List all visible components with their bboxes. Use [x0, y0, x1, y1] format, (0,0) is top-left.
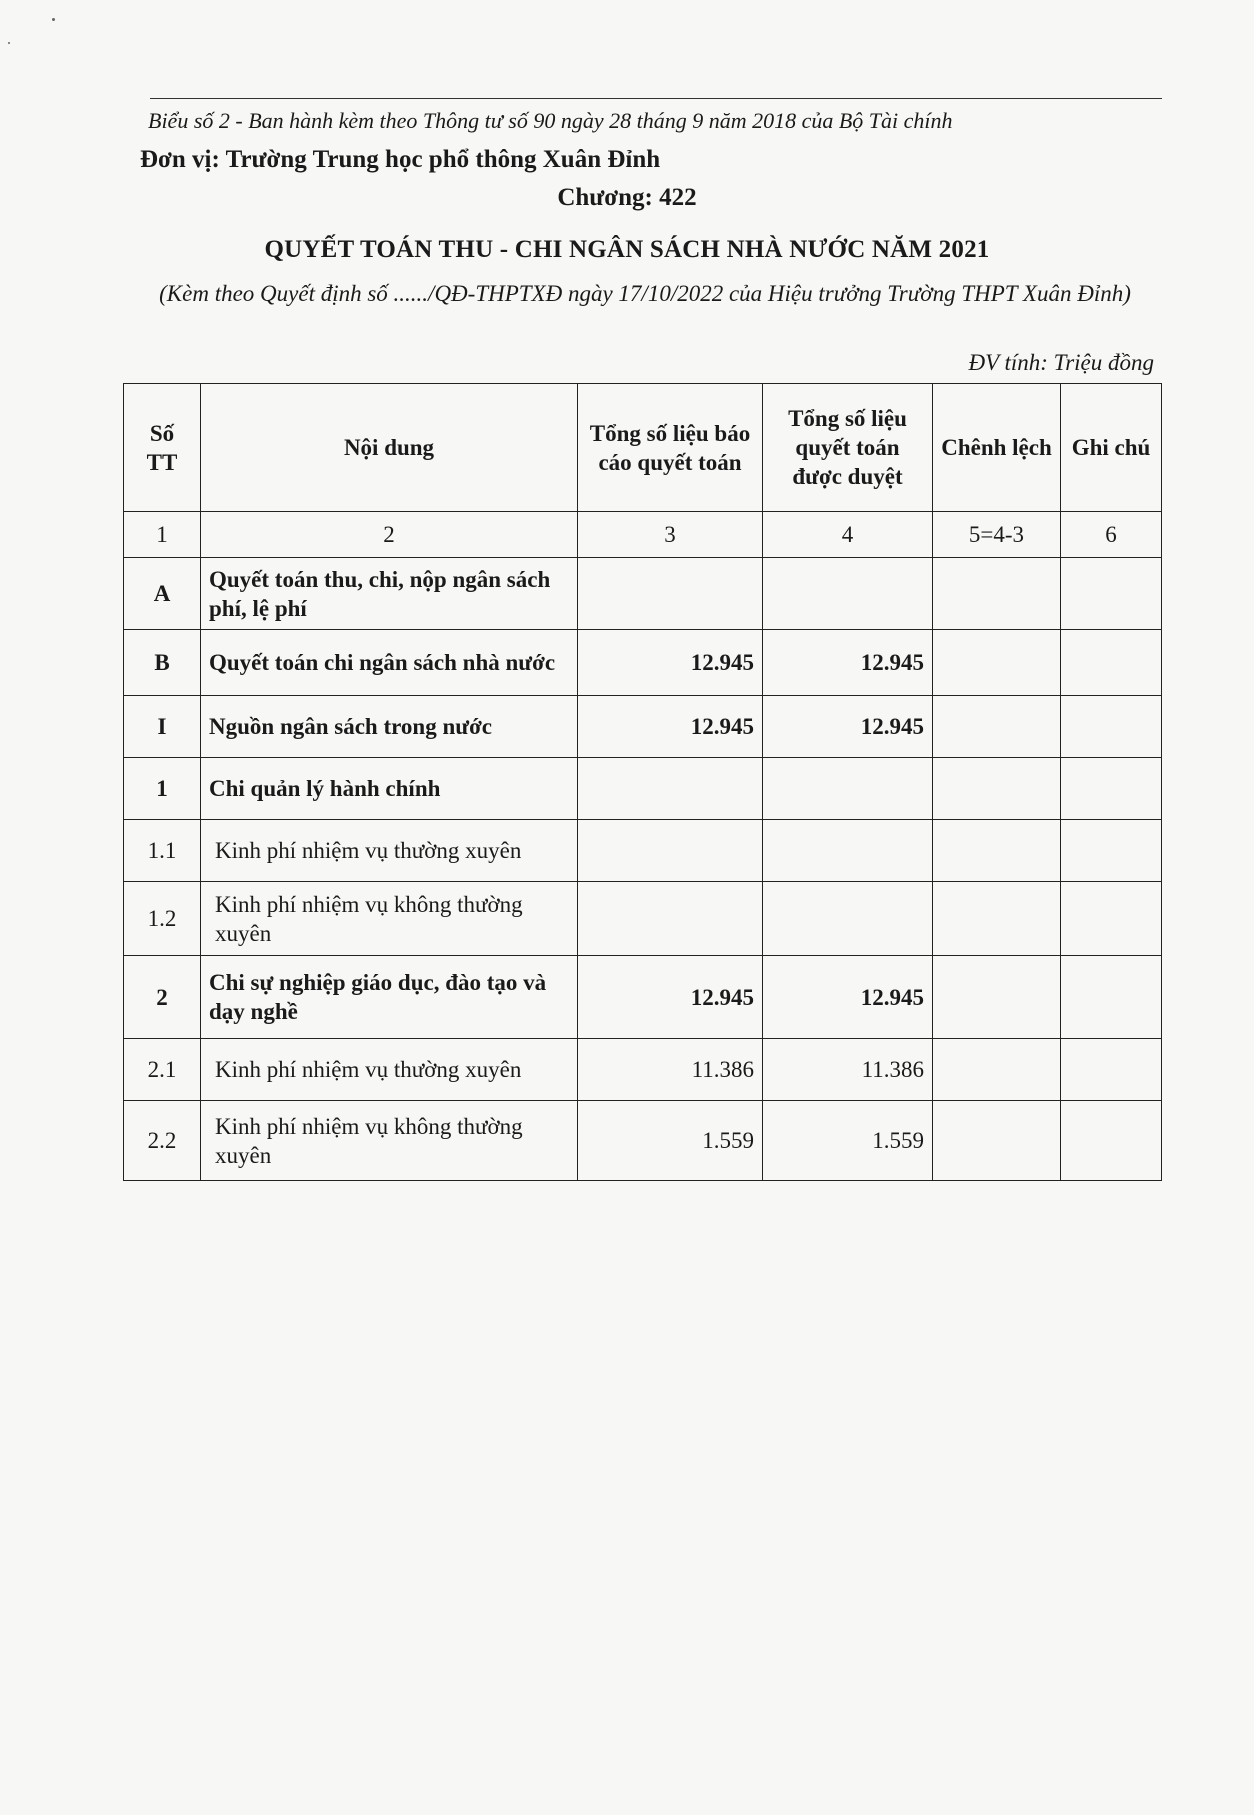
- row-diff: [933, 956, 1061, 1039]
- table-row: [124, 630, 1162, 696]
- document-title: QUYẾT TOÁN THU - CHI NGÂN SÁCH NHÀ NƯỚC NĂM 2021: [264, 236, 990, 263]
- column-number-row: [124, 512, 1162, 558]
- row-approved: 12.945: [763, 956, 933, 1039]
- row-content: Kinh phí nhiệm vụ thường xuyên: [201, 820, 578, 882]
- row-note: [1061, 696, 1162, 758]
- row-stt: 1: [124, 758, 201, 820]
- settlement-table: [123, 383, 1162, 1181]
- col-number: 1: [124, 512, 201, 558]
- row-note: [1061, 630, 1162, 696]
- col-header-content: Nội dung: [201, 384, 578, 512]
- row-content: Chi quản lý hành chính: [201, 758, 578, 820]
- table-row: [124, 696, 1162, 758]
- row-approved: 12.945: [763, 630, 933, 696]
- row-reported: 11.386: [578, 1039, 763, 1101]
- row-diff: [933, 882, 1061, 956]
- chapter-line: Chương: 422: [557, 184, 697, 211]
- table-row: [124, 882, 1162, 956]
- row-content: Nguồn ngân sách trong nước: [201, 696, 578, 758]
- row-reported: [578, 558, 763, 630]
- col-header-reported: Tổng số liệu báo cáo quyết toán: [578, 384, 763, 512]
- row-diff: [933, 558, 1061, 630]
- col-number: 3: [578, 512, 763, 558]
- row-stt: 1.2: [124, 882, 201, 956]
- table-row: [124, 820, 1162, 882]
- row-note: [1061, 1101, 1162, 1181]
- table-row: [124, 956, 1162, 1039]
- table-header-row: [124, 384, 1162, 512]
- table-row: [124, 758, 1162, 820]
- row-reported: 1.559: [578, 1101, 763, 1181]
- row-approved: 1.559: [763, 1101, 933, 1181]
- row-note: [1061, 882, 1162, 956]
- row-stt: 1.1: [124, 820, 201, 882]
- row-approved: 12.945: [763, 696, 933, 758]
- row-note: [1061, 758, 1162, 820]
- col-number: 4: [763, 512, 933, 558]
- row-approved: [763, 758, 933, 820]
- row-reported: [578, 820, 763, 882]
- row-note: [1061, 956, 1162, 1039]
- scan-speck: [52, 18, 55, 21]
- row-diff: [933, 696, 1061, 758]
- row-reported: 12.945: [578, 696, 763, 758]
- col-number: 5=4-3: [933, 512, 1061, 558]
- col-number: 2: [201, 512, 578, 558]
- row-reported: [578, 882, 763, 956]
- row-content: Chi sự nghiệp giáo dục, đào tạo và dạy nghề: [201, 956, 578, 1039]
- row-reported: [578, 758, 763, 820]
- row-content: Kinh phí nhiệm vụ không thường xuyên: [201, 882, 578, 956]
- row-approved: [763, 820, 933, 882]
- col-header-stt: Số TT: [124, 384, 201, 512]
- row-approved: [763, 882, 933, 956]
- row-stt: 2: [124, 956, 201, 1039]
- col-number: 6: [1061, 512, 1162, 558]
- row-diff: [933, 1101, 1061, 1181]
- row-diff: [933, 758, 1061, 820]
- row-note: [1061, 558, 1162, 630]
- table-row: [124, 1039, 1162, 1101]
- form-note: Biểu số 2 - Ban hành kèm theo Thông tư số 90 ngày 28 tháng 9 năm 2018 của Bộ Tài chính: [148, 108, 953, 133]
- row-stt: 2.2: [124, 1101, 201, 1181]
- row-content: Quyết toán thu, chi, nộp ngân sách phí, lệ phí: [201, 558, 578, 630]
- row-reported: 12.945: [578, 956, 763, 1039]
- row-stt: B: [124, 630, 201, 696]
- row-content: Quyết toán chi ngân sách nhà nước: [201, 630, 578, 696]
- col-header-note: Ghi chú: [1061, 384, 1162, 512]
- attachment-note: (Kèm theo Quyết định số ....../QĐ-THPTXĐ ngày 17/10/2022 của Hiệu trưởng Trường THPT Xuân Đỉnh): [159, 281, 1131, 306]
- col-header-approved: Tổng số liệu quyết toán được duyệt: [763, 384, 933, 512]
- row-stt: 2.1: [124, 1039, 201, 1101]
- row-diff: [933, 630, 1061, 696]
- row-approved: [763, 558, 933, 630]
- row-stt: A: [124, 558, 201, 630]
- unit-of-measure-note: ĐV tính: Triệu đồng: [968, 350, 1154, 375]
- row-reported: 12.945: [578, 630, 763, 696]
- row-note: [1061, 820, 1162, 882]
- row-note: [1061, 1039, 1162, 1101]
- unit-line: Đơn vị: Trường Trung học phổ thông Xuân Đỉnh: [140, 146, 661, 173]
- top-rule: [150, 98, 1162, 99]
- row-approved: 11.386: [763, 1039, 933, 1101]
- scan-speck: [8, 42, 10, 44]
- col-header-diff: Chênh lệch: [933, 384, 1061, 512]
- row-content: Kinh phí nhiệm vụ thường xuyên: [201, 1039, 578, 1101]
- row-content: Kinh phí nhiệm vụ không thường xuyên: [201, 1101, 578, 1181]
- table-row: [124, 1101, 1162, 1181]
- table-row: [124, 558, 1162, 630]
- row-stt: I: [124, 696, 201, 758]
- row-diff: [933, 1039, 1061, 1101]
- row-diff: [933, 820, 1061, 882]
